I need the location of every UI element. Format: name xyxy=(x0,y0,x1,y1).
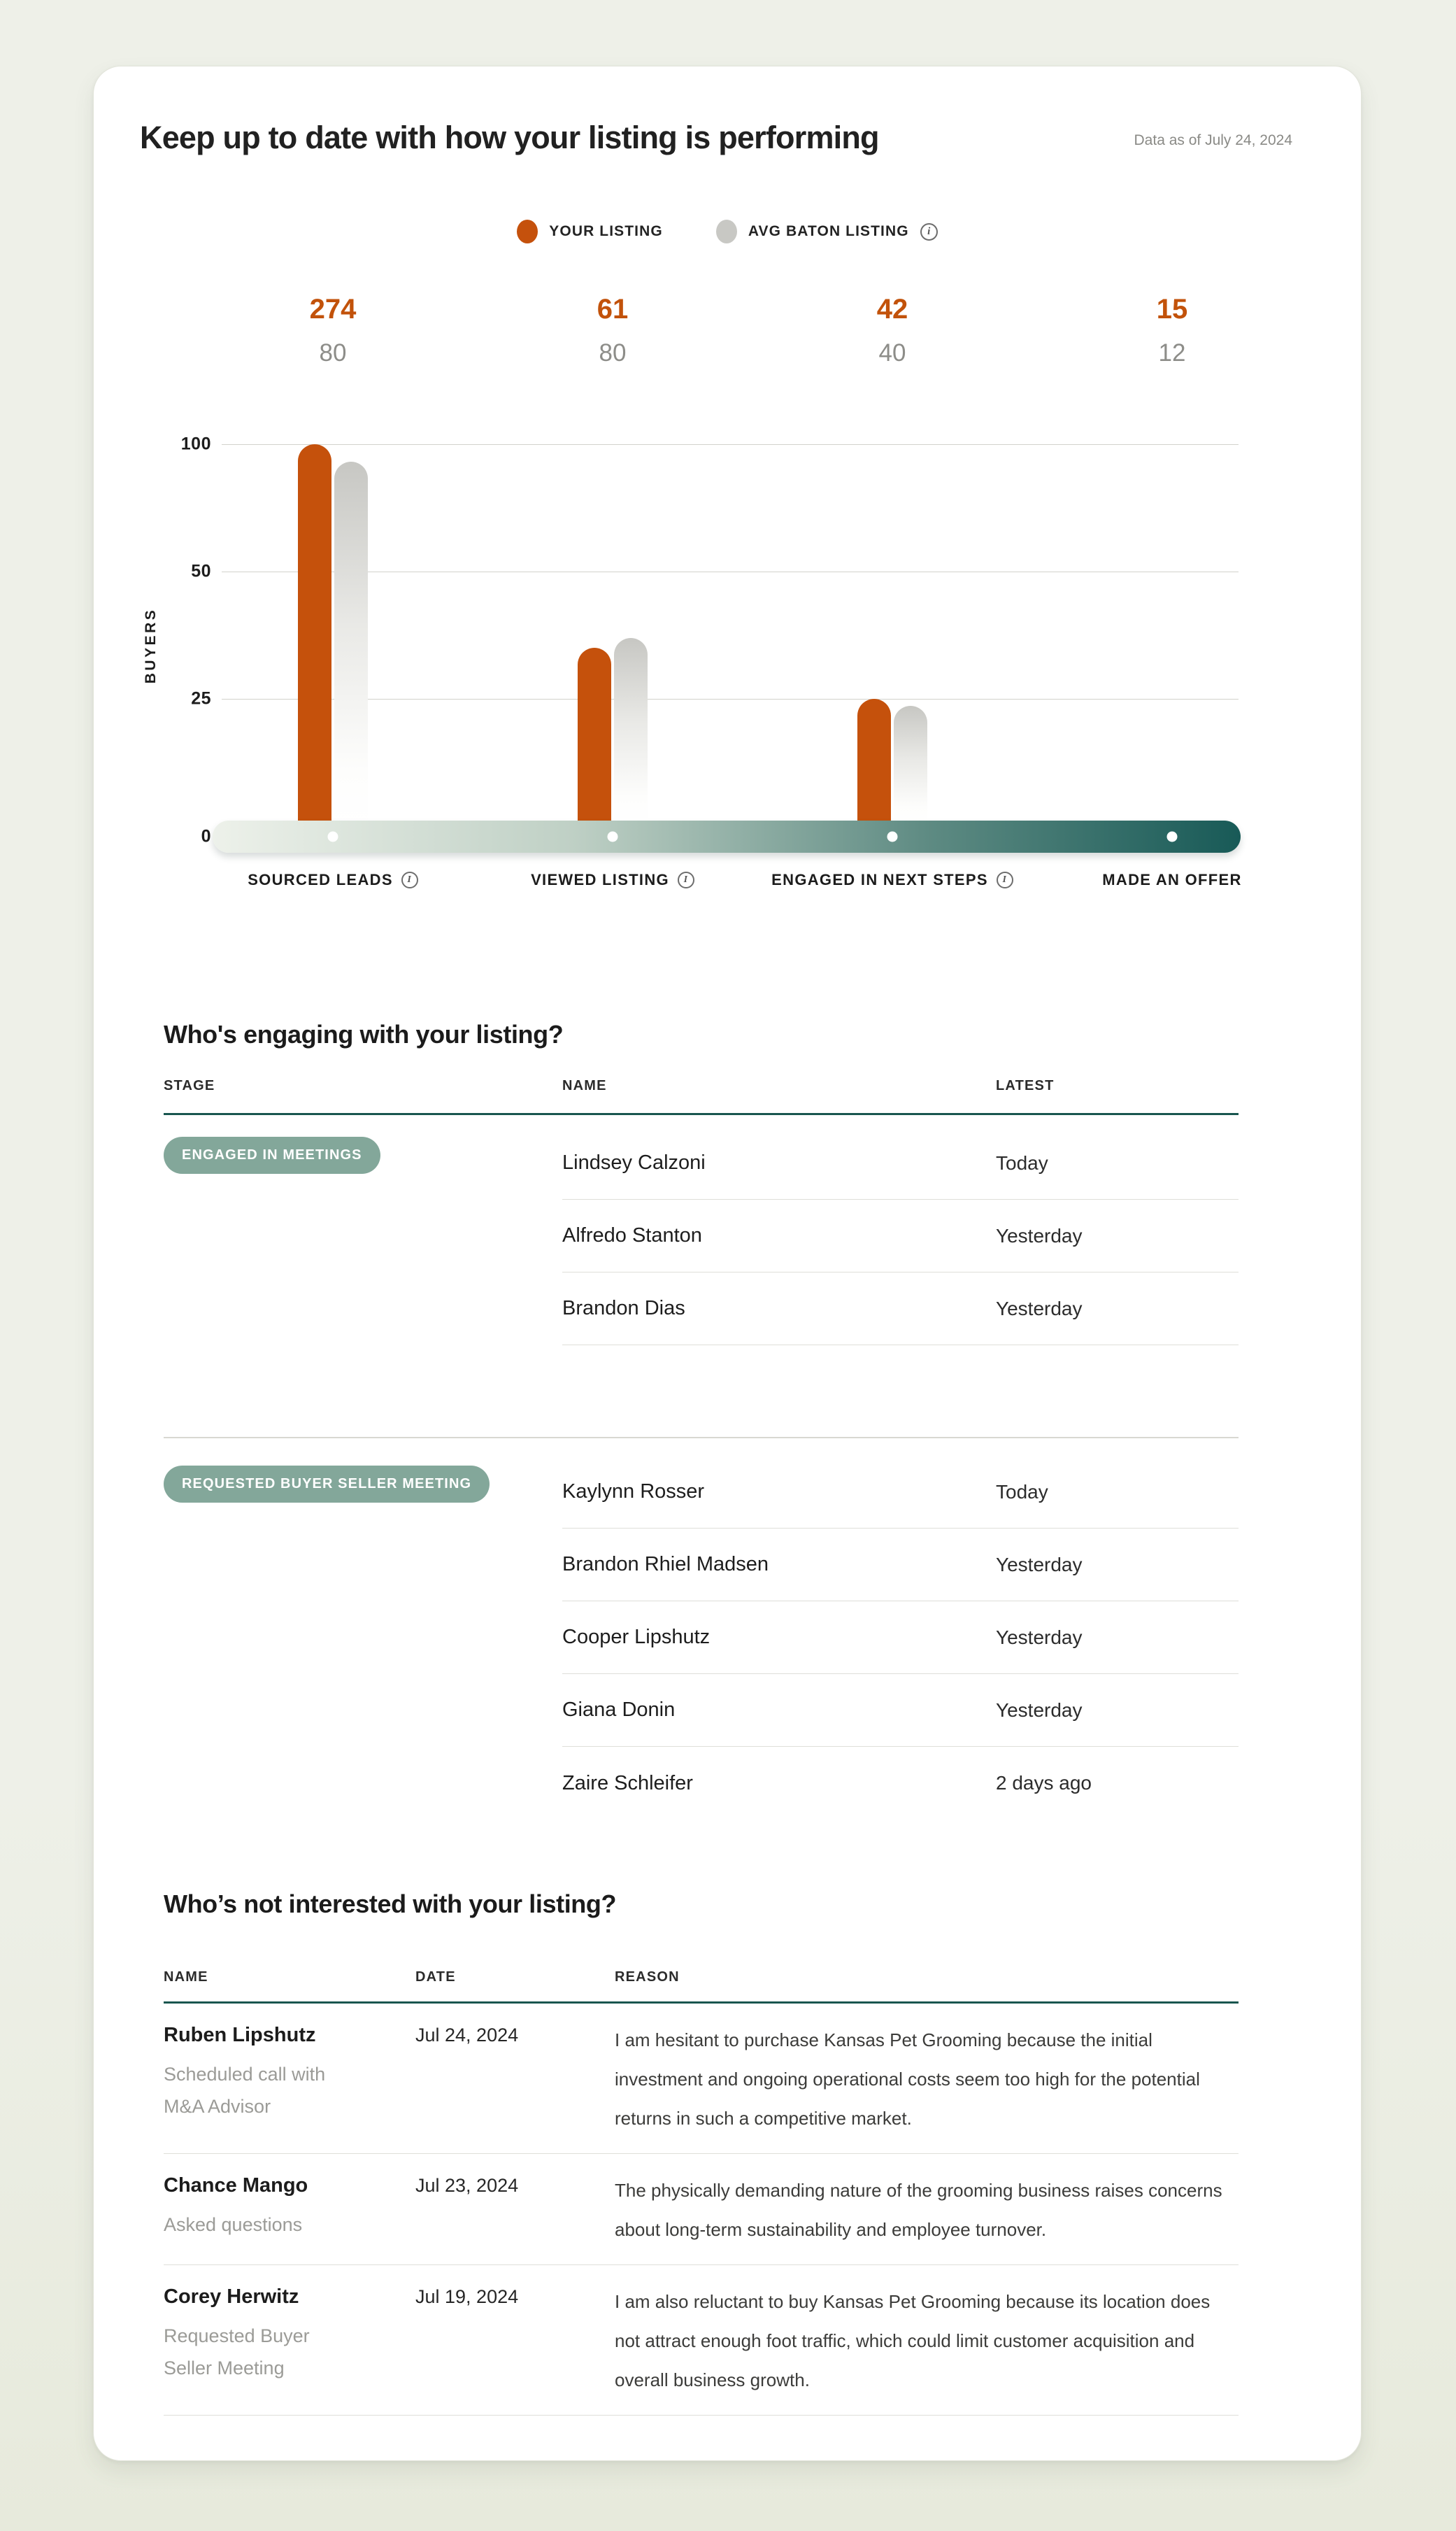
dashboard-card xyxy=(93,66,1362,2461)
your-listing-value: 15 xyxy=(1156,294,1188,325)
table-row xyxy=(562,1747,1239,1820)
group-rows xyxy=(562,1117,1239,1345)
table-row xyxy=(164,2004,1239,2154)
column-header-latest: LATEST xyxy=(996,1078,1055,1093)
buyer-name-cell xyxy=(164,2282,415,2399)
y-tick-25: 25 xyxy=(191,688,211,709)
latest-activity: Today xyxy=(996,1151,1048,1174)
buyer-name: Brandon Dias xyxy=(562,1297,685,1319)
y-tick-50: 50 xyxy=(191,561,211,581)
stage-label-2 xyxy=(459,871,766,889)
table-row xyxy=(562,1200,1239,1272)
stage-label-text: VIEWED LISTING xyxy=(531,871,669,888)
group-rows xyxy=(562,1446,1239,1820)
date-cell: Jul 23, 2024 xyxy=(415,2175,519,2196)
stage-badge: ENGAGED IN MEETINGS xyxy=(164,1137,380,1174)
buyer-stage-sublabel: Requested Buyer Seller Meeting xyxy=(164,2325,310,2378)
stage-dot-4 xyxy=(1167,832,1178,842)
column-header-name: NAME xyxy=(164,1969,208,1985)
your-bar-2 xyxy=(578,648,611,825)
latest-activity: 2 days ago xyxy=(996,1772,1092,1794)
buyer-name: Chance Mango xyxy=(164,2174,308,2197)
stage-dot-3 xyxy=(887,832,898,842)
not-interested-table-body xyxy=(164,2004,1239,2416)
buyer-stage-sublabel: Scheduled call with M&A Advisor xyxy=(164,2064,326,2117)
buyer-name-cell xyxy=(164,2171,415,2249)
buyer-stage-sublabel: Asked questions xyxy=(164,2214,303,2235)
latest-activity: Yesterday xyxy=(996,1699,1083,1721)
stage-badge: REQUESTED BUYER SELLER MEETING xyxy=(164,1466,490,1503)
column-header-date: DATE xyxy=(415,1969,456,1985)
latest-activity: Yesterday xyxy=(996,1297,1083,1319)
buyer-name-cell xyxy=(164,2020,415,2138)
avg-listing-value: 80 xyxy=(599,339,627,367)
latest-activity: Yesterday xyxy=(996,1553,1083,1575)
your-listing-value: 61 xyxy=(597,294,629,325)
reason-cell: The physically demanding nature of the grooming business raises concerns about long-term sustainability and employee turnover. xyxy=(615,2180,1222,2240)
stage-label-1 xyxy=(179,871,487,889)
stage-label-text: SOURCED LEADS xyxy=(248,871,393,888)
stage-label-text: MADE AN OFFER xyxy=(1102,871,1242,888)
y-axis-label: BUYERS xyxy=(143,607,159,684)
funnel-baseline xyxy=(213,821,1241,853)
stage-badge-column xyxy=(164,1117,562,1345)
buyer-name: Ruben Lipshutz xyxy=(164,2024,316,2046)
table-row xyxy=(562,1456,1239,1529)
avg-listing-value: 80 xyxy=(319,339,347,367)
not-interested-table-header xyxy=(164,1959,1239,2004)
page-title: Keep up to date with how your listing is performing xyxy=(140,120,879,155)
gridline-25 xyxy=(222,699,1239,700)
engaging-group-1 xyxy=(164,1117,1239,1345)
your-bar-1 xyxy=(298,444,331,825)
table-row xyxy=(562,1529,1239,1601)
legend-your-label: YOUR LISTING xyxy=(549,223,663,239)
date-cell: Jul 24, 2024 xyxy=(415,2025,519,2046)
your-bar-3 xyxy=(857,699,891,825)
buyer-name: Kaylynn Rosser xyxy=(562,1480,705,1503)
y-tick-100: 100 xyxy=(180,434,211,454)
engaging-table-body xyxy=(164,1117,1239,1820)
buyer-name: Giana Donin xyxy=(562,1699,676,1721)
engaging-table-header xyxy=(164,1068,1239,1115)
buyer-name: Lindsey Calzoni xyxy=(562,1151,706,1174)
latest-activity: Yesterday xyxy=(996,1626,1083,1648)
stage-label-text: ENGAGED IN NEXT STEPS xyxy=(771,871,988,888)
table-row xyxy=(164,2265,1239,2416)
reason-cell: I am also reluctant to buy Kansas Pet Grooming because its location does not attract enough foot traffic, which could limit customer acquisition and overall business growth. xyxy=(615,2291,1211,2390)
data-as-of-label: Data as of July 24, 2024 xyxy=(1134,132,1292,148)
funnel-bar-chart xyxy=(94,66,1362,948)
table-row xyxy=(562,1272,1239,1345)
stage-dot-1 xyxy=(328,832,338,842)
latest-activity: Yesterday xyxy=(996,1224,1083,1247)
engaging-group-2 xyxy=(164,1437,1239,1820)
not-interested-section-heading: Who’s not interested with your listing? xyxy=(164,1890,617,1918)
column-header-reason: REASON xyxy=(615,1969,680,1985)
avg-bar-1 xyxy=(334,462,368,825)
reason-cell: I am hesitant to purchase Kansas Pet Grooming because the initial investment and ongoing operational costs seem too high for the potential returns in such a competitive market. xyxy=(615,2029,1200,2129)
table-row xyxy=(562,1674,1239,1747)
stage-info-icon[interactable] xyxy=(401,872,418,888)
column-header-name: NAME xyxy=(562,1078,607,1093)
legend-avg-label: AVG BATON LISTING xyxy=(748,223,909,239)
buyer-name: Corey Herwitz xyxy=(164,2285,299,2308)
buyer-name: Alfredo Stanton xyxy=(562,1224,702,1247)
avg-bar-2 xyxy=(614,638,648,825)
stage-label-4 xyxy=(1018,871,1326,889)
avg-listing-value: 12 xyxy=(1158,339,1186,367)
table-row xyxy=(164,2154,1239,2265)
gridline-100 xyxy=(222,444,1239,445)
buyer-name: Zaire Schleifer xyxy=(562,1771,693,1794)
stage-info-icon[interactable] xyxy=(678,872,694,888)
y-tick-0: 0 xyxy=(201,826,211,846)
stage-dot-2 xyxy=(608,832,618,842)
your-listing-value: 42 xyxy=(876,294,908,325)
avg-bar-3 xyxy=(894,706,927,825)
stage-label-3 xyxy=(738,871,1046,889)
avg-listing-value: 40 xyxy=(878,339,906,367)
column-header-stage: STAGE xyxy=(164,1078,215,1093)
table-row xyxy=(562,1601,1239,1674)
engaging-section-heading: Who's engaging with your listing? xyxy=(164,1020,564,1049)
your-listing-value: 274 xyxy=(309,294,357,325)
date-cell: Jul 19, 2024 xyxy=(415,2286,519,2307)
latest-activity: Today xyxy=(996,1480,1048,1503)
table-row xyxy=(562,1127,1239,1200)
buyer-name: Cooper Lipshutz xyxy=(562,1626,711,1648)
stage-badge-column xyxy=(164,1446,562,1820)
buyer-name: Brandon Rhiel Madsen xyxy=(562,1553,769,1575)
stage-info-icon[interactable] xyxy=(997,872,1013,888)
